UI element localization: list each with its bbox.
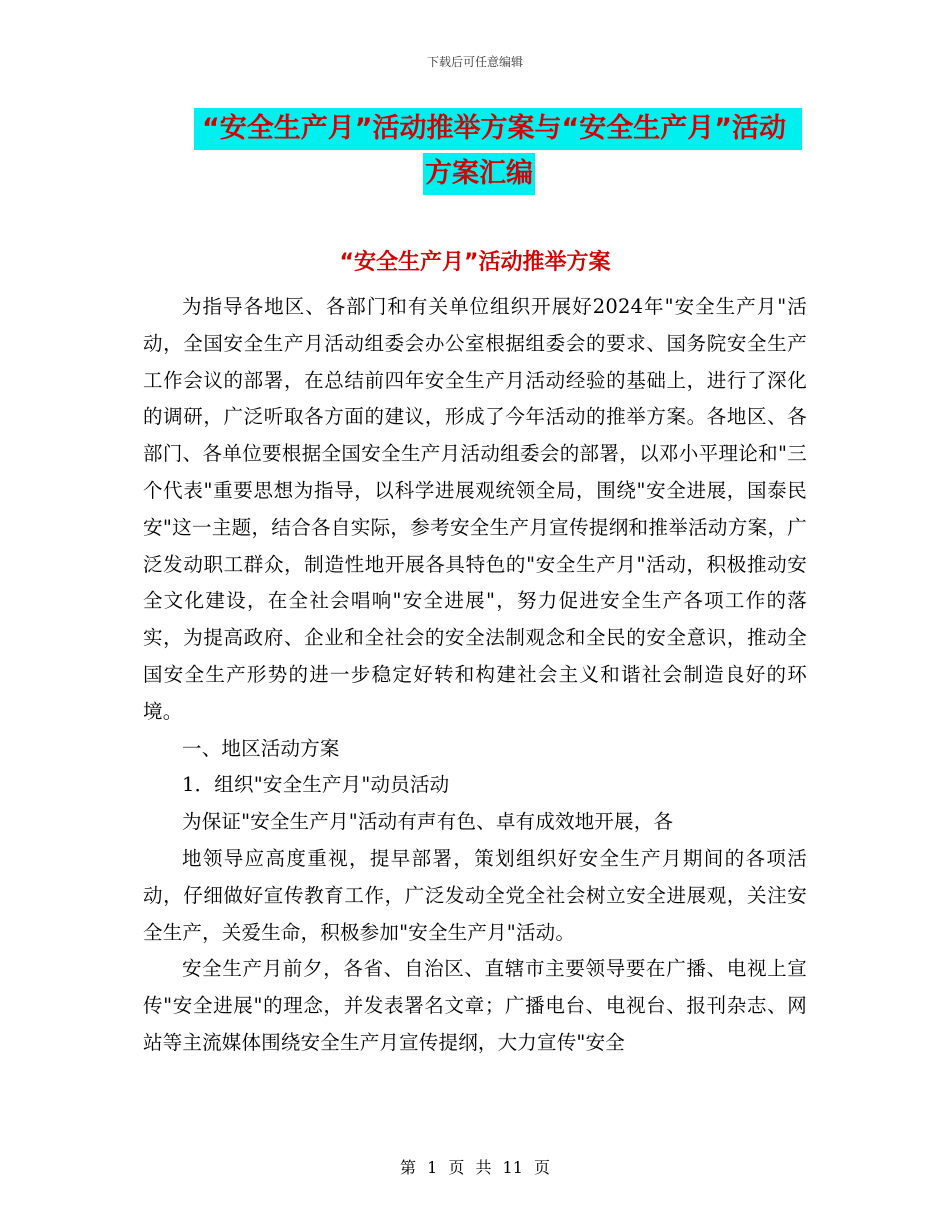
header-note: 下载后可任意编辑 — [426, 55, 523, 69]
heading-regional-plan: 一、地区活动方案 — [182, 736, 340, 760]
paragraph-media: 安全生产月前夕，各省、自治区、直辖市主要领导要在广播、电视上宣传"安全进展"的理念，并发表署名文章；广播电台、电视台、报刊杂志、网站等主流媒体围绕安全生产月宣传提纲，大力宣传"安全 — [143, 957, 807, 1054]
page-footer: 第 1 页 共 11 页 — [400, 1158, 550, 1177]
paragraph-mobilization-b: 地领导应高度重视，提早部署，策划组织好安全生产月期间的各项活动，仔细做好宣传教育工作，广泛发动全党全社会树立安全进展观，关注安全生产，关爱生命，积极参加"安全生产月"活动。 — [143, 846, 807, 944]
document-title-line-2: 方案汇编 — [423, 153, 535, 195]
document-title-line-1: “安全生产月”活动推举方案与“安全生产月”活动 — [194, 108, 802, 150]
paragraph-intro: 为指导各地区、各部门和有关单位组织开展好2024年"安全生产月"活动，全国安全生产月活动组委会办公室根据组委会的要求、国务院安全生产工作会议的部署，在总结前四年安全生产月活动经验的基础上，进行了深化的调研，广泛听取各方面的建议，形成了今年活动的推举方案。各地区、各部门、各单位要根据全国安全生产月活动组委会的部署，以邓小平理论和"三个代表"重要思想为指导，以科学进展观统领全局，围绕"安全进展，国泰民安"这一主题，结合各自实际，参考安全生产月宣传提纲和推举活动方案，广泛发动职工群众，制造性地开展各具特色的"安全生产月"活动，积极推动安全文化建设，在全社会唱响"安全进展"，努力促进安全生产各项工作的落实，为提高政府、企业和全社会的安全法制观念和全民的安全意识，推动全国安全生产形势的进一步稳定好转和构建社会主义和谐社会制造良好的环境。 — [143, 295, 807, 723]
paragraph-mobilization-a: 为保证"安全生产月"活动有声有色、卓有成效地开展，各 — [182, 810, 674, 834]
heading-mobilization: 1．组织"安全生产月"动员活动 — [182, 773, 450, 797]
body-text — [143, 289, 807, 1062]
section-title: “安全生产月”活动推举方案 — [339, 250, 611, 275]
